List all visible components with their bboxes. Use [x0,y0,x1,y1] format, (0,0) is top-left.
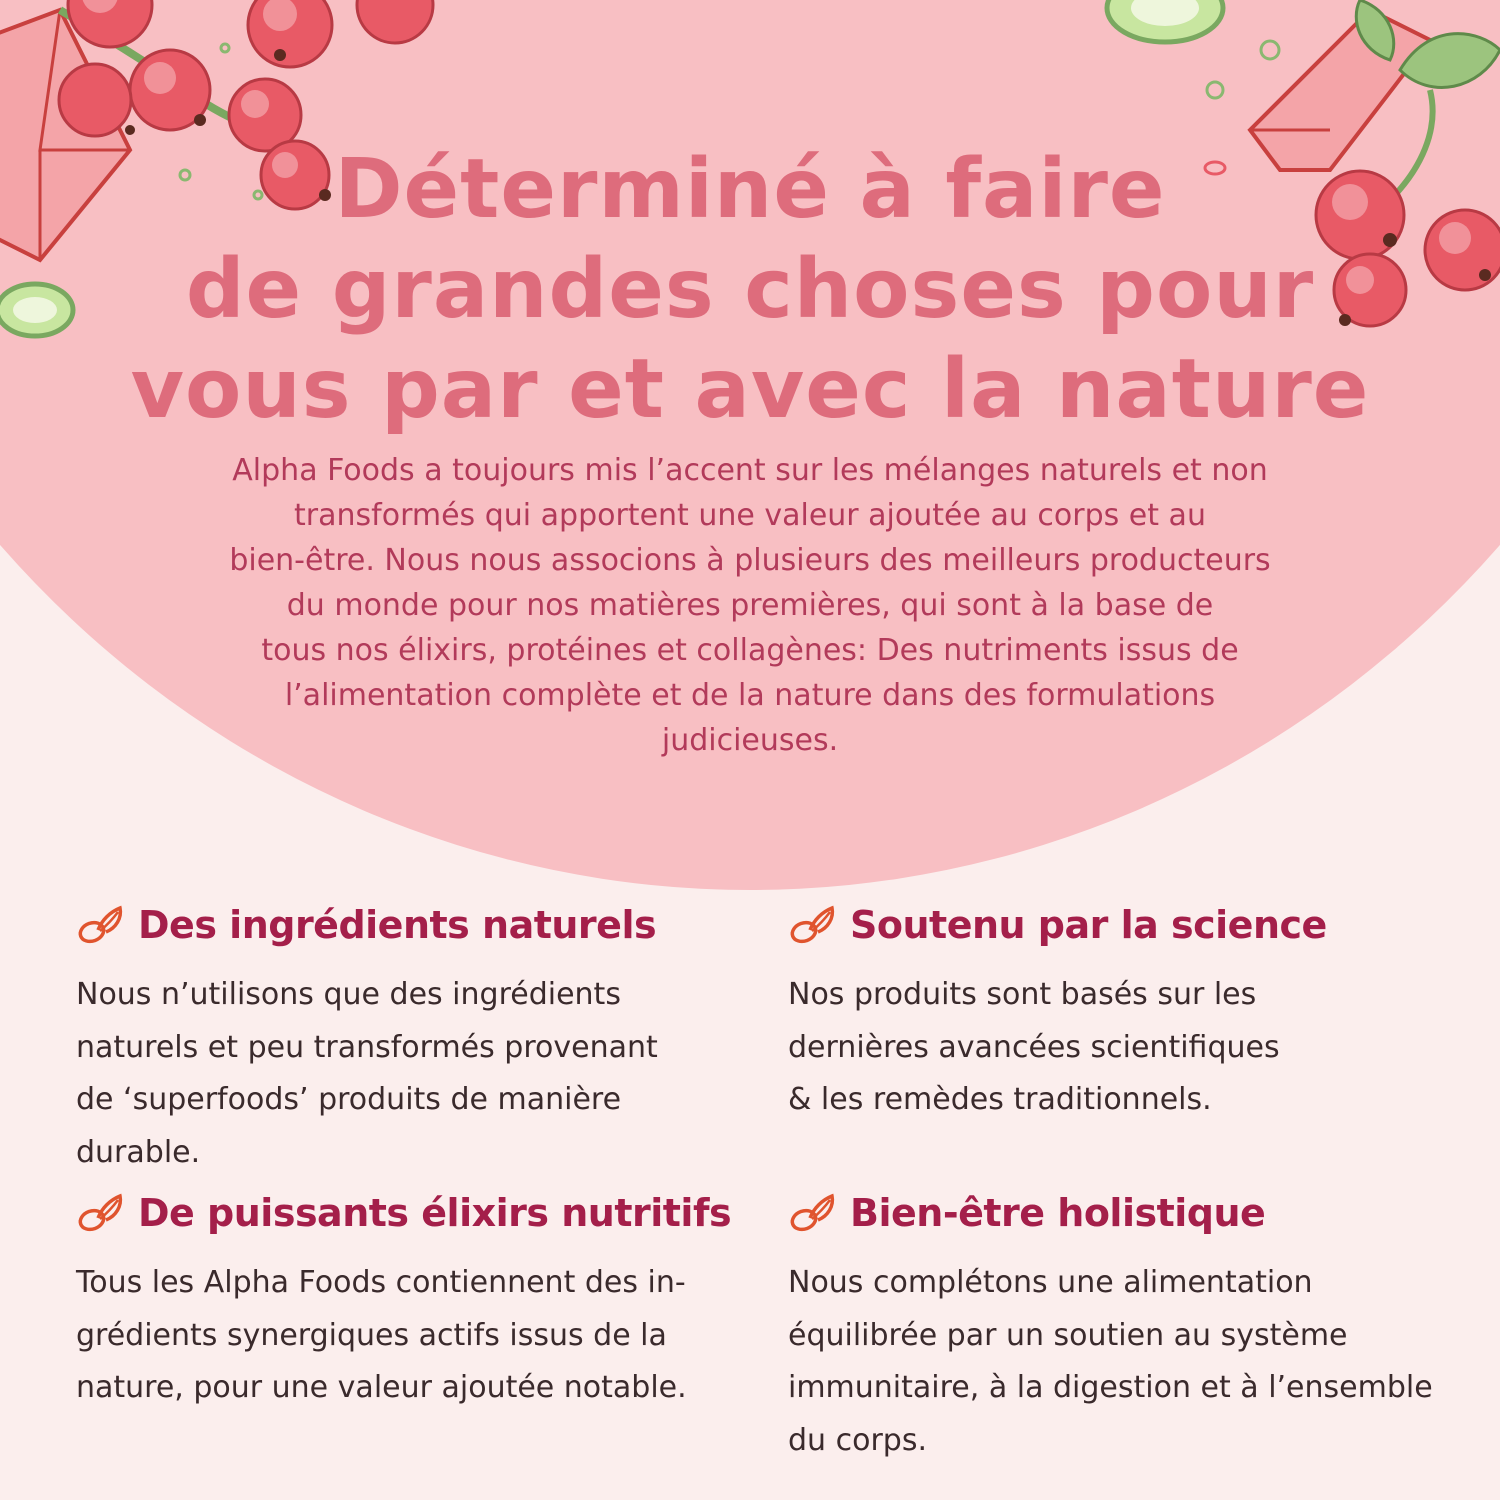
feature-title: Soutenu par la science [850,903,1327,947]
hero-title-line: de grandes choses pour [185,242,1315,337]
hero-title-line: Déterminé à faire [334,142,1166,237]
feature-text-line: grédients synergiques actifs issus de la [76,1317,667,1353]
feature-science-backed [788,895,1448,1127]
feature-title: Des ingrédients naturels [138,903,657,947]
hero-title [0,140,1500,440]
feature-text-line: durable. [76,1134,201,1170]
feature-header [76,1183,736,1243]
feature-header [788,895,1448,955]
feature-nutrient-elixirs [76,1183,736,1415]
feature-text-line: Nos produits sont basés sur les [788,977,1257,1012]
feature-title: De puissants élixirs nutritifs [138,1191,732,1235]
feature-text-line: équilibrée par un soutien au système [788,1317,1348,1353]
leaf-sprout-icon [788,900,838,950]
feature-text-line: & les remèdes traditionnels. [788,1082,1212,1117]
feature-text [788,969,1448,1127]
intro-line: tous nos élixirs, protéines et collagènes: Des nutriments issus de [261,633,1239,668]
feature-text [788,1257,1468,1467]
hero-intro [140,448,1360,763]
feature-text-line: nature, pour une valeur ajoutée notable. [76,1370,687,1405]
intro-line: transformés qui apportent une valeur ajoutée au corps et au [294,498,1206,533]
cucumber-slice-icon [1107,0,1223,42]
intro-line: Alpha Foods a toujours mis l’accent sur les mélanges naturels et non [232,453,1268,488]
feature-text-line: Nous complétons une alimentation [788,1265,1313,1300]
leaf-sprout-icon [76,1188,126,1238]
feature-holistic-wellbeing [788,1183,1468,1467]
feature-natural-ingredients [76,895,736,1179]
leaf-sprout-icon [788,1188,838,1238]
feature-text-line: Nous n’utilisons que des ingrédients [76,977,621,1012]
feature-header [76,895,736,955]
intro-line: judicieuses. [661,723,839,758]
intro-line: du monde pour nos matières premières, qui sont à la base de [286,588,1214,623]
intro-line: l’alimentation complète et de la nature dans des formulations [284,678,1216,713]
feature-text-line: immunitaire, à la digestion et à l’ensemble [788,1370,1433,1405]
feature-text [76,1257,736,1415]
feature-text-line: du corps. [788,1422,927,1458]
feature-text-line: naturels et peu transformés provenant [76,1029,658,1065]
hero-title-line: vous par et avec la nature [130,342,1370,437]
feature-text [76,969,736,1179]
feature-header [788,1183,1468,1243]
feature-text-line: Tous les Alpha Foods contiennent des in- [76,1265,686,1300]
intro-line: bien-être. Nous nous associons à plusieurs des meilleurs producteurs [229,543,1271,578]
leaf-sprout-icon [76,900,126,950]
feature-title: Bien-être holistique [850,1191,1266,1235]
feature-text-line: dernières avancées scientifiques [788,1029,1280,1065]
feature-text-line: de ‘superfoods’ produits de manière [76,1082,622,1117]
